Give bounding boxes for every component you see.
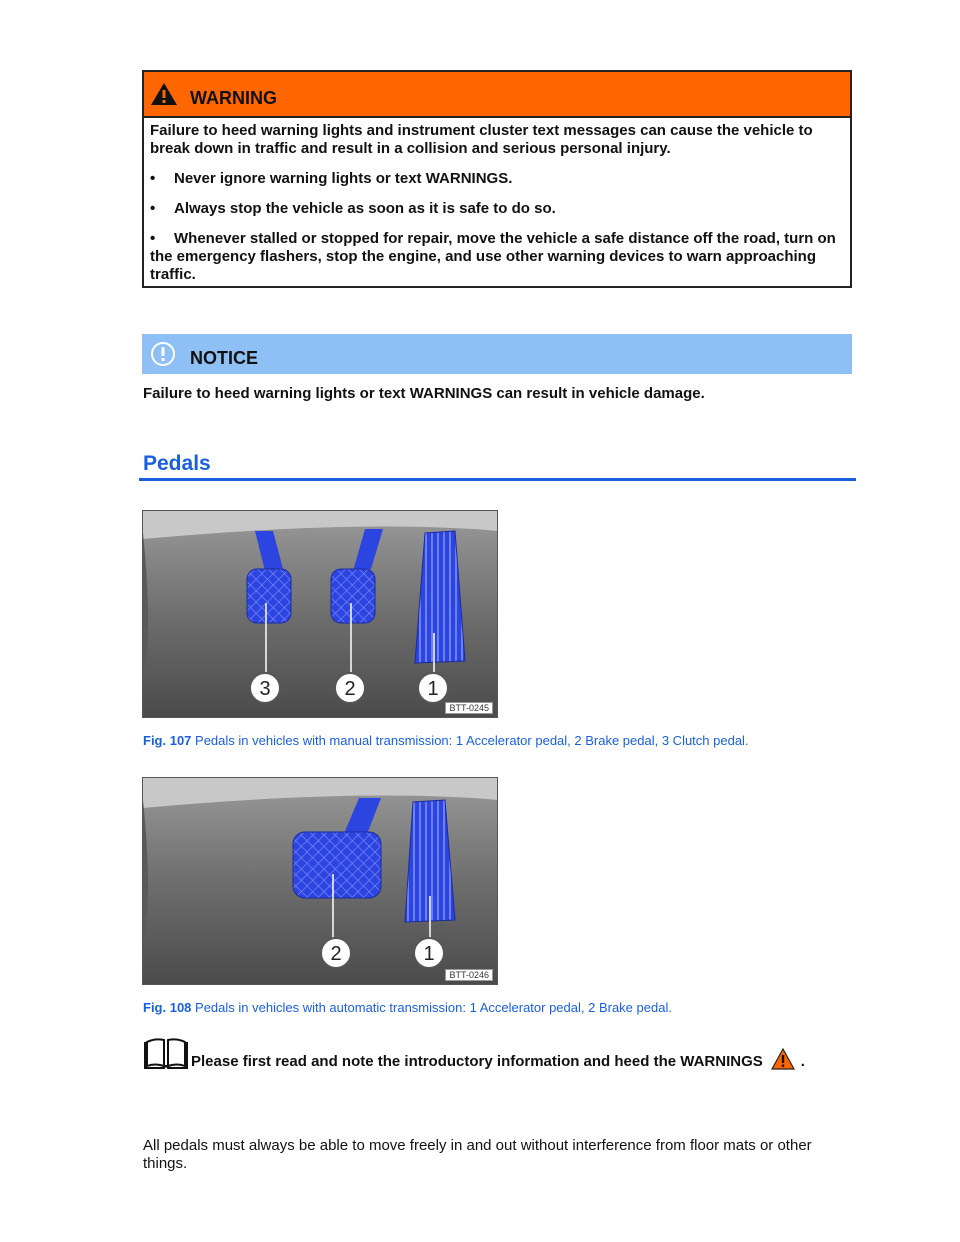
book-icon [143,1036,189,1070]
warning-title: WARNING [190,87,277,108]
notice-title: NOTICE [190,347,259,368]
warning-triangle-icon [150,82,178,106]
figure-code: BTT-0245 [445,702,493,714]
figure-automatic-pedals [142,777,498,985]
callout-label: 1 [423,943,435,965]
section-title: Pedals [143,452,211,475]
pedal-illustration-automatic [143,778,498,985]
callout-label: 1 [427,678,439,700]
notice-header [142,334,852,374]
warning-bullet-text: Always stop the vehicle as soon as it is safe to do so. [174,200,556,217]
warning-body [144,118,850,284]
intro-suffix: . [800,1053,805,1070]
figure-caption [143,733,749,748]
warning-bullet [150,200,844,218]
warning-bullet [150,230,844,284]
warning-triangle-icon[interactable] [771,1048,795,1070]
callout-label: 2 [330,943,342,965]
warning-bullet-text: Never ignore warning lights or text WARNINGS. [174,170,513,187]
figure-manual-pedals [142,510,498,718]
warning-box [142,70,852,288]
intro-text: Please first read and note the introductory information and heed the WARNINGS [191,1053,763,1070]
intro-line [143,1036,805,1070]
pedal-illustration-manual [143,511,498,718]
figure-caption-text: Pedals in vehicles with manual transmission: 1 Accelerator pedal, 2 Brake pedal, 3 Clutch pedal. [191,733,749,748]
figure-caption-text: Pedals in vehicles with automatic transmission: 1 Accelerator pedal, 2 Brake pedal. [191,1000,672,1015]
warning-bullet-text: Whenever stalled or stopped for repair, move the vehicle a safe distance off the road, turn on the emergency flashers, stop the engine, and use other warning devices to warn approaching traffic. [150,230,836,283]
warning-intro: Failure to heed warning lights and instrument cluster text messages can cause the vehicle to break down in traffic and result in a collision and serious personal injury. [150,122,813,157]
warning-header [144,72,850,118]
section-rule [139,478,856,481]
bullet-dot: • [150,230,156,247]
notice-text: Failure to heed warning lights or text WARNINGS can result in vehicle damage. [143,385,705,402]
callout-label: 2 [344,678,356,700]
exclamation-circle-icon [150,341,176,367]
figure-caption [143,1000,672,1015]
warning-bullet [150,170,844,188]
bullet-dot: • [150,170,156,187]
figure-code: BTT-0246 [445,969,493,981]
callout-label: 3 [259,678,271,700]
figure-number: Fig. 108 [143,1000,192,1015]
body-text: All pedals must always be able to move freely in and out without interference from floor mats or other things. [143,1137,812,1172]
figure-number: Fig. 107 [143,733,192,748]
bullet-dot: • [150,200,156,217]
